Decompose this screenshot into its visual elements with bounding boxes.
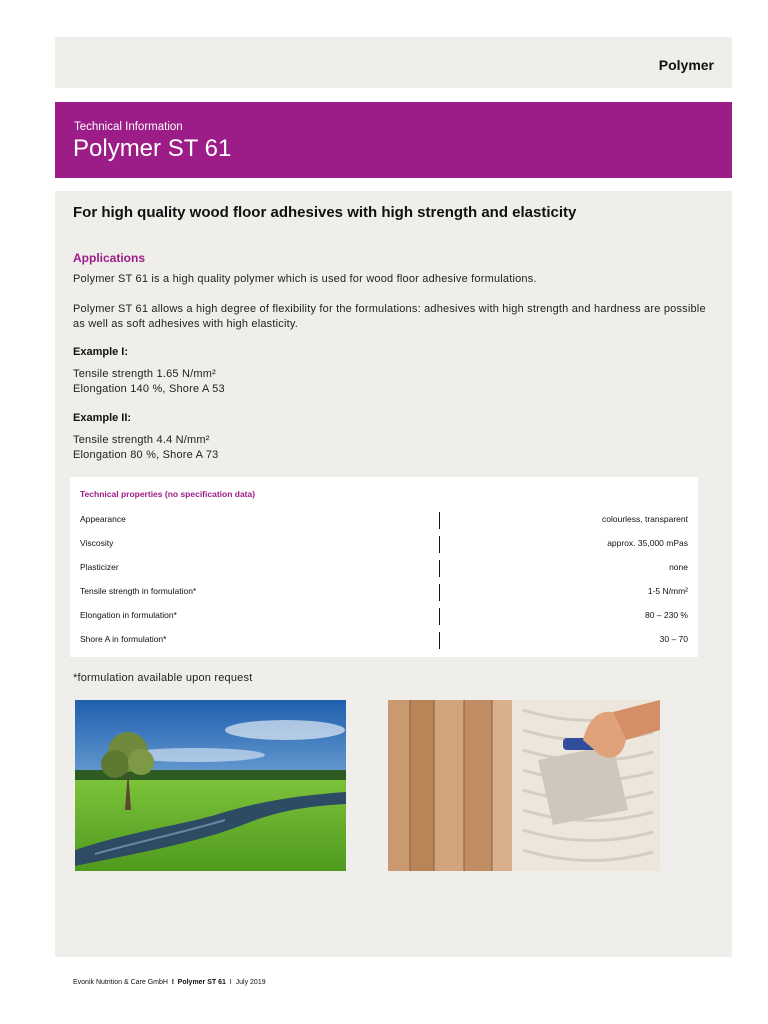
- footer-separator: I: [229, 979, 232, 986]
- property-value: colourless, transparent: [602, 514, 688, 524]
- table-row: [70, 512, 698, 530]
- example-1-heading: Example I:: [73, 346, 129, 358]
- property-name: Viscosity: [80, 538, 114, 548]
- title-band: [55, 102, 732, 178]
- property-name: Plasticizer: [80, 562, 119, 572]
- paragraph-intro: Polymer ST 61 is a high quality polymer which is used for wood floor adhesive formulations.: [73, 273, 537, 285]
- content-panel: [55, 191, 732, 957]
- property-value: 1-5 N/mm²: [647, 586, 688, 596]
- paragraph-flexibility: Polymer ST 61 allows a high degree of flexibility for the formulations: adhesives with high strength and hardness are possible as well as soft adhesives with high elasticity.: [73, 303, 706, 330]
- applications-heading: Applications: [73, 251, 146, 265]
- property-name: Shore A in formulation*: [80, 634, 167, 644]
- column-divider: [439, 632, 440, 649]
- document-type: Technical Information: [74, 121, 183, 133]
- footer-date: July 2019: [235, 979, 266, 986]
- footer-product: Polymer ST 61: [177, 979, 226, 986]
- example-2-line-1: Tensile strength 4.4 N/mm²: [73, 434, 210, 446]
- category-label: Polymer: [658, 57, 714, 73]
- property-value: none: [669, 562, 688, 572]
- landscape-illustration: [75, 700, 346, 871]
- table-row: [70, 560, 698, 578]
- footer: [73, 979, 266, 986]
- column-divider: [439, 560, 440, 577]
- example-1-line-1: Tensile strength 1.65 N/mm²: [73, 368, 216, 380]
- property-value: 30 – 70: [659, 634, 688, 644]
- technical-properties-table: [70, 477, 698, 657]
- page-title: Polymer ST 61: [73, 135, 232, 162]
- column-divider: [439, 512, 440, 529]
- landscape-photo: [75, 700, 346, 871]
- property-value: 80 – 230 %: [644, 610, 688, 620]
- footnote: *formulation available upon request: [73, 672, 253, 684]
- headline: For high quality wood floor adhesives with high strength and elasticity: [73, 204, 577, 221]
- property-name: Appearance: [80, 514, 126, 524]
- properties-title: Technical properties (no specification data): [80, 489, 256, 499]
- example-1-line-2: Elongation 140 %, Shore A 53: [73, 383, 225, 395]
- property-name: Elongation in formulation*: [80, 610, 177, 620]
- wood-floor-illustration: [388, 700, 660, 871]
- wood-floor-photo: [388, 700, 660, 871]
- property-value: approx. 35,000 mPas: [607, 538, 688, 548]
- table-row: [70, 584, 698, 602]
- table-row: [70, 608, 698, 626]
- column-divider: [439, 584, 440, 601]
- column-divider: [439, 608, 440, 625]
- example-2-line-2: Elongation 80 %, Shore A 73: [73, 449, 219, 461]
- example-2-heading: Example II:: [73, 412, 132, 424]
- footer-separator: I: [171, 979, 174, 986]
- table-row: [70, 632, 698, 650]
- footer-company: Evonik Nutrition & Care GmbH: [73, 979, 168, 986]
- property-name: Tensile strength in formulation*: [80, 586, 197, 596]
- column-divider: [439, 536, 440, 553]
- header-band: [55, 37, 732, 88]
- table-row: [70, 536, 698, 554]
